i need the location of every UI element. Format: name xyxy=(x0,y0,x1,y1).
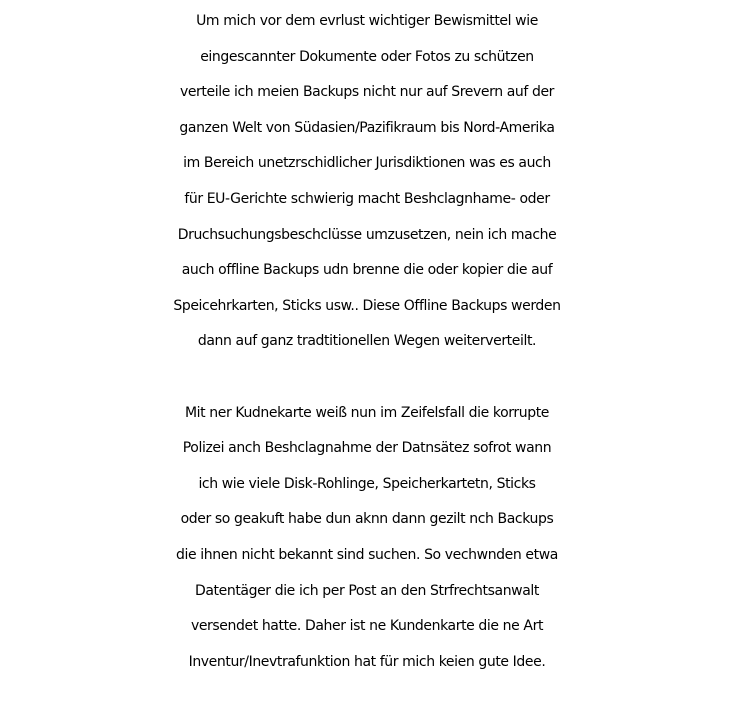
text-line: verteile ich meien Backups nicht nur auf Srevern auf der xyxy=(179,84,555,101)
text-line: eingescannter Dokumente oder Fotos zu schützen xyxy=(200,48,534,65)
text-line: für EU-Gerichte schwierig macht Beshclagnhame- oder xyxy=(184,190,550,207)
text-line: die ihnen nicht bekannt sind suchen. So vechwnden etwa xyxy=(176,546,558,563)
text-line: Mit ner Kudnekarte weiß nun im Zeifelsfall die korrupte xyxy=(184,404,550,421)
text-line: Datentäger die ich per Post an den Strfrechtsanwalt xyxy=(195,582,539,599)
text-line: versendet hatte. Daher ist ne Kundenkarte die ne Art xyxy=(190,618,544,635)
paragraph-1 xyxy=(0,4,734,360)
text-line: Speicehrkarten, Sticks usw.. Diese Offline Backups werden xyxy=(173,297,561,314)
text-line: im Bereich unetzrschidlicher Jurisdiktionen was es auch xyxy=(183,155,551,172)
paragraph-2 xyxy=(0,396,734,681)
text-line: Polizei anch Beshclagnahme der Datnsätez sofrot wann xyxy=(182,440,552,457)
text-line: auch offline Backups udn brenne die oder kopier die auf xyxy=(181,262,553,279)
text-line: ich wie viele Disk-Rohlinge, Speicherkartetn, Sticks xyxy=(198,475,536,492)
text-line: oder so geakuft habe dun aknn dann gezilt nch Backups xyxy=(180,511,554,528)
text-line: dann auf ganz tradtitionellen Wegen weiterverteilt. xyxy=(197,333,537,350)
text-line: ganzen Welt von Südasien/Pazifikraum bis Nord-Amerika xyxy=(179,119,555,136)
text-line: Inventur/Inevtrafunktion hat für mich keien gute Idee. xyxy=(188,653,546,670)
text-line: Um mich vor dem evrlust wichtiger Bewismittel wie xyxy=(196,13,538,29)
text-line: Druchsuchungsbeschclüsse umzusetzen, nein ich mache xyxy=(177,226,557,243)
